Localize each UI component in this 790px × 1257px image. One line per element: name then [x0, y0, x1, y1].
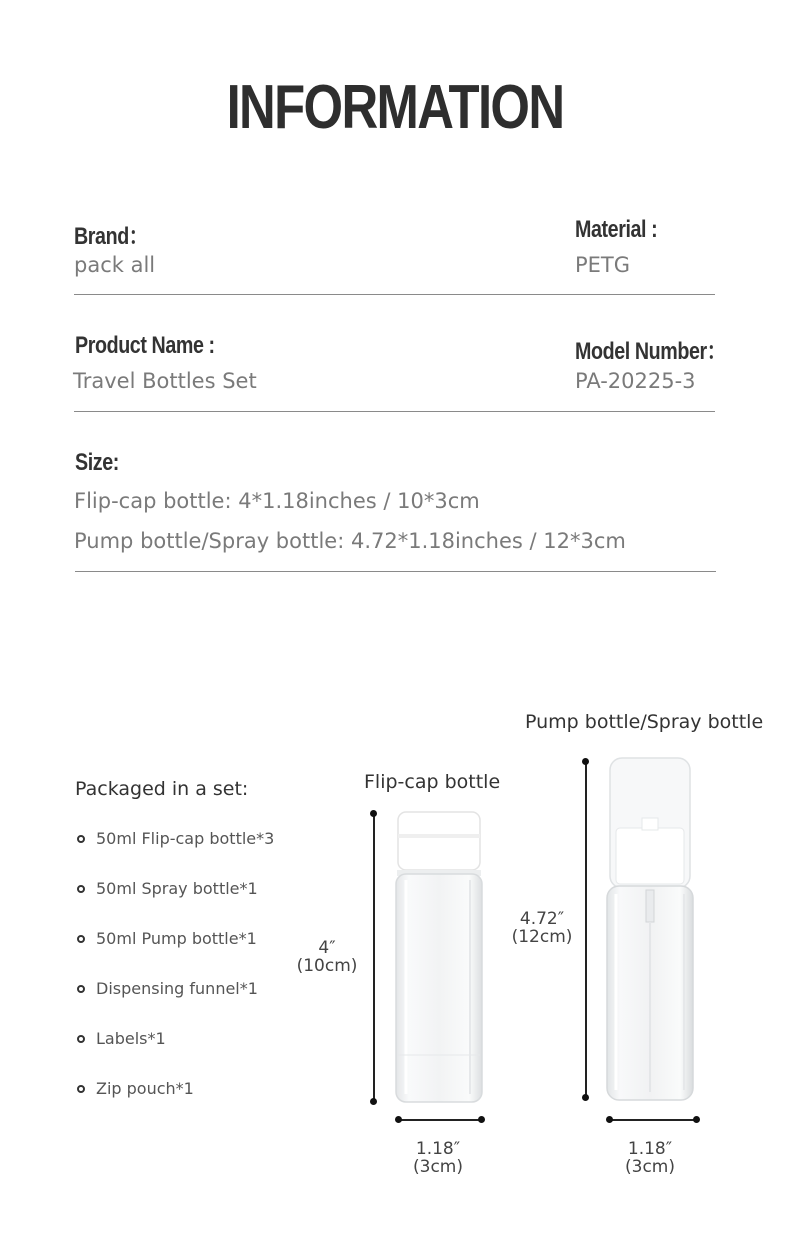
list-item: 50ml Spray bottle*1 [77, 879, 258, 898]
pump-width: 1.18″ (3cm) [625, 1139, 675, 1177]
flip-cap-bottle-image [392, 810, 488, 1106]
divider [74, 294, 715, 295]
list-item: 50ml Pump bottle*1 [77, 929, 257, 948]
pump-spray-label: Pump bottle/Spray bottle [525, 711, 764, 733]
dimension-dot [693, 1116, 700, 1123]
bullet-icon [77, 1035, 85, 1043]
bullet-icon [77, 1085, 85, 1093]
pump-height: 4.72″ (12cm) [511, 909, 573, 947]
divider [75, 571, 716, 572]
material-value: PETG [575, 253, 631, 277]
flip-cap-height-line [373, 814, 375, 1102]
dimension-dot [582, 758, 589, 765]
dimension-dot [606, 1116, 613, 1123]
dimension-dot [478, 1116, 485, 1123]
page-title: INFORMATION [226, 73, 564, 142]
size-line-flip-cap: Flip-cap bottle: 4*1.18inches / 10*3cm [74, 489, 480, 513]
flip-cap-label: Flip-cap bottle [364, 771, 501, 793]
model-number-value: PA-20225-3 [575, 369, 696, 393]
dimension-dot [582, 1094, 589, 1101]
brand-value: pack all [74, 253, 156, 277]
dimension-dot [370, 810, 377, 817]
bullet-icon [77, 935, 85, 943]
product-name-label: Product Name : [75, 332, 215, 359]
flip-cap-height: 4″ (10cm) [296, 938, 358, 976]
dimension-dot [370, 1098, 377, 1105]
flip-cap-width: 1.18″ (3cm) [413, 1139, 463, 1177]
product-name-value: Travel Bottles Set [73, 369, 257, 393]
list-item: Zip pouch*1 [77, 1079, 194, 1098]
list-item: 50ml Flip-cap bottle*3 [77, 829, 274, 848]
bullet-icon [77, 835, 85, 843]
list-item: Labels*1 [77, 1029, 166, 1048]
flip-cap-width-line [398, 1119, 482, 1121]
pump-height-line [585, 762, 587, 1098]
pump-spray-bottle-image [604, 756, 698, 1104]
bullet-icon [77, 885, 85, 893]
pump-width-line [609, 1119, 696, 1121]
dimension-dot [395, 1116, 402, 1123]
package-title: Packaged in a set: [75, 778, 249, 800]
size-label: Size: [75, 449, 119, 476]
bullet-icon [77, 985, 85, 993]
divider [74, 411, 715, 412]
size-line-pump-spray: Pump bottle/Spray bottle: 4.72*1.18inches / 12*3cm [74, 529, 626, 553]
brand-label: Brand： [74, 223, 149, 250]
material-label: Material : [575, 216, 658, 243]
model-number-label: Model Number： [575, 338, 727, 365]
list-item: Dispensing funnel*1 [77, 979, 258, 998]
